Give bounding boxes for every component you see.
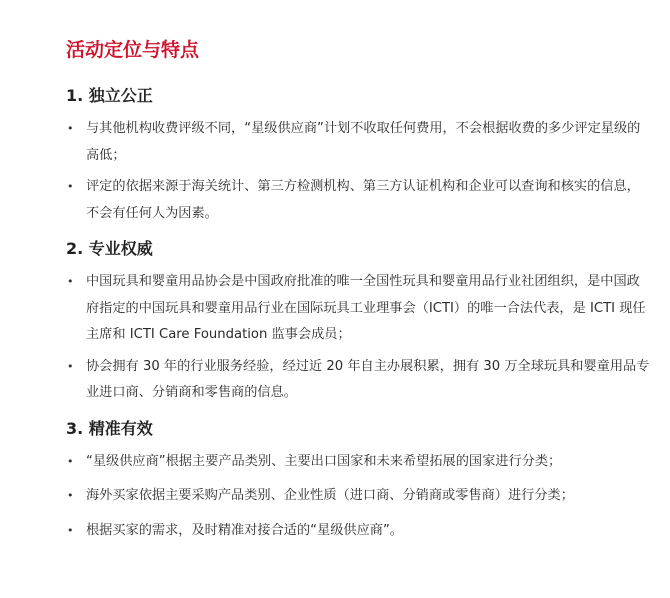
section-precision: [66, 417, 650, 545]
list-item: • 中国玩具和婴童用品协会是中国政府批准的唯一全国性玩具和婴童用品行业社团组织，是中国政府指定的中国玩具和婴童用品行业在国际玩具工业理事会（ICTI）的唯一合法代表，是 ICTI 现任主席和 ICTI Care Foundation 监事会成员；: [66, 269, 650, 349]
section-heading: 1. 独立公正: [66, 86, 153, 105]
bullet-list: [66, 269, 650, 407]
section-authority: [66, 237, 650, 407]
section-heading: 2. 专业权威: [66, 239, 153, 258]
bullet-list: [66, 116, 650, 227]
section-independent: [66, 84, 650, 227]
list-item: • 海外买家依据主要采购产品类别、企业性质（进口商、分销商或零售商）进行分类；: [66, 483, 650, 510]
bullet-list: [66, 449, 650, 545]
section-heading: 3. 精准有效: [66, 418, 153, 438]
list-item: • 协会拥有 30 年的行业服务经验，经过近 20 年自主办展积累，拥有 30 万全球玩具和婴童用品专业进口商、分销商和零售商的信息。: [66, 354, 650, 407]
list-item: • 评定的依据来源于海关统计、第三方检测机构、第三方认证机构和企业可以查询和核实的信息，不会有任何人为因素。: [66, 174, 650, 227]
page-title: 活动定位与特点: [66, 39, 200, 61]
list-item: • 根据买家的需求，及时精准对接合适的“星级供应商”。: [66, 518, 650, 545]
list-item: • 与其他机构收费评级不同，“星级供应商”计划不收取任何费用，不会根据收费的多少评定星级的高低；: [66, 116, 650, 169]
list-item: • “星级供应商”根据主要产品类别、主要出口国家和未来希望拓展的国家进行分类；: [66, 449, 650, 476]
